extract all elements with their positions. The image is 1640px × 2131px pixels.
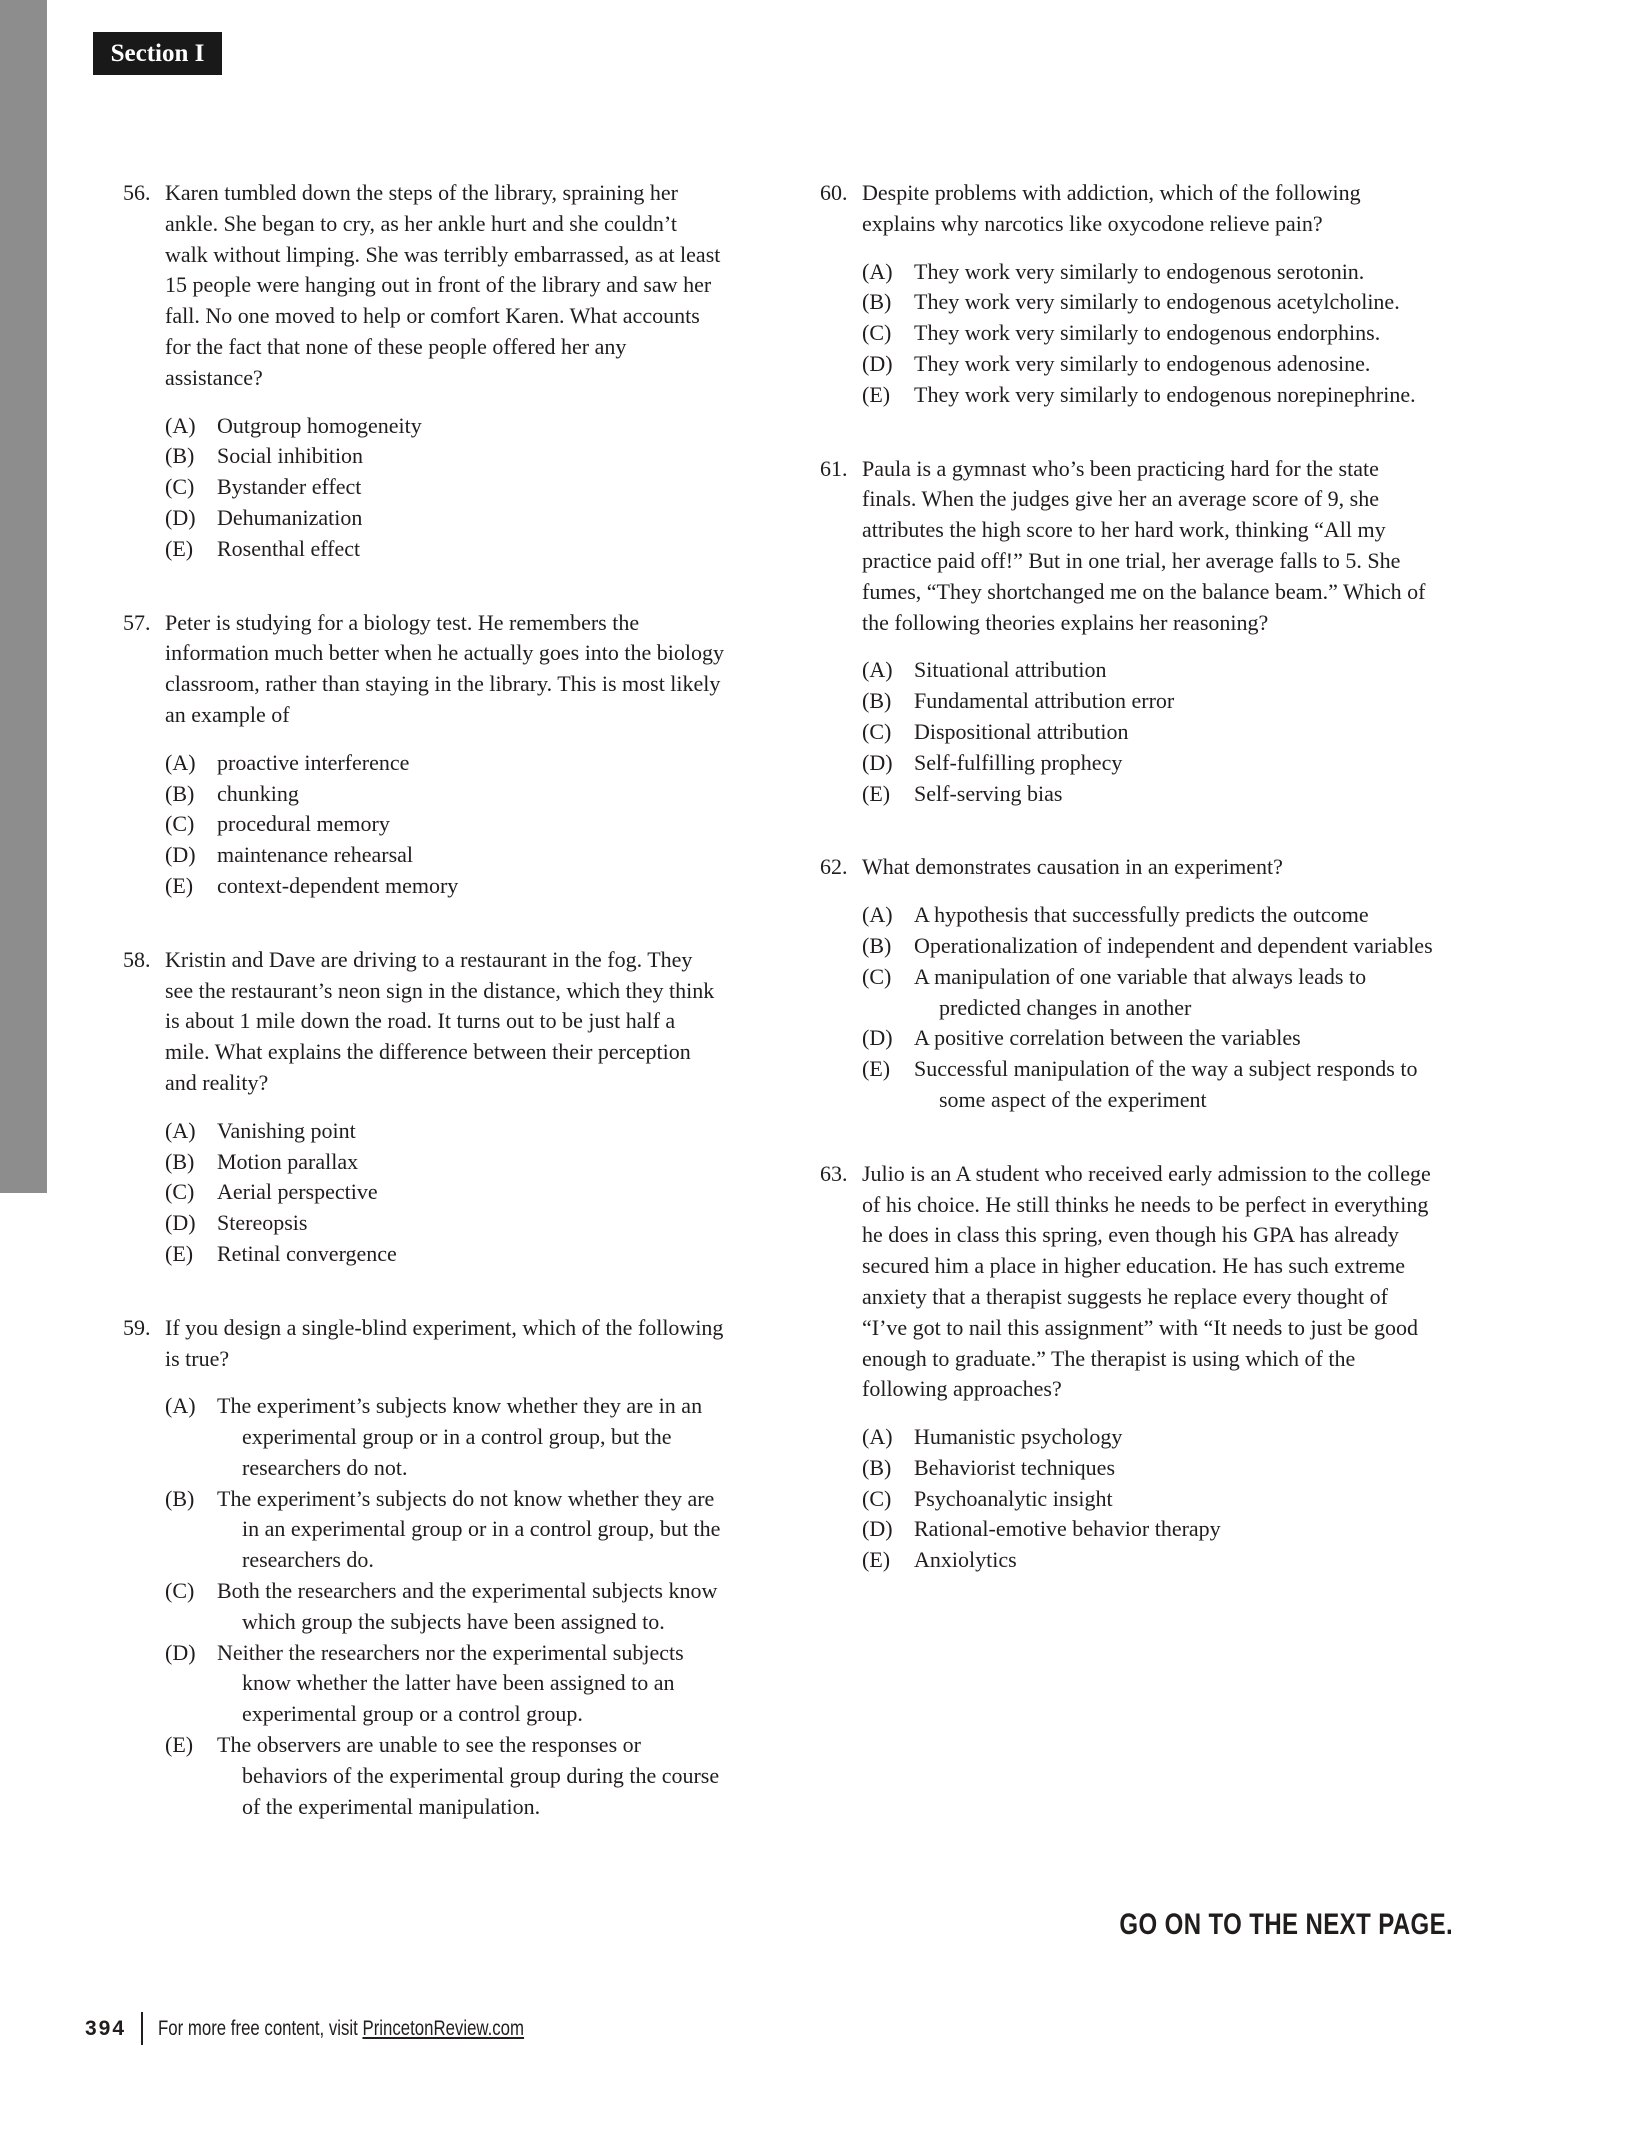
choice-list [820,900,1437,1116]
question-number: 57. [123,609,151,635]
choice-56-B [165,441,725,472]
choice-letter: (E) [862,381,891,407]
choice-letter: (B) [862,289,892,315]
question-stem: Julio is an A student who received early admission to the college of his choice. He still thinks he needs to be perfect in everything he does in class this spring, even though his GPA has already secured him a place in higher education. He has such extreme anxiety that a therapist suggests he replace every thought of “I’ve got to nail this assignment” with “It needs to just be good enough to graduate.” The therapist is using which of the following approaches? [862,1160,1431,1402]
choice-letter: (E) [165,1240,194,1266]
choice-letter: (E) [165,872,194,898]
footer-divider [141,2012,143,2045]
choice-61-D [862,748,1437,779]
choice-letter: (B) [165,443,195,469]
choice-text: Successful manipulation of the way a subject responds to some aspect of the experiment [914,1056,1418,1112]
choice-text: A manipulation of one variable that always leads to predicted changes in another [914,963,1367,1020]
choice-62-B [862,931,1437,962]
choice-text: They work very similarly to endogenous norepinephrine. [914,381,1416,407]
choice-letter: (C) [862,963,892,989]
section-edge-tab [0,0,47,1193]
question-stem: Despite problems with addiction, which of the following explains why narcotics like oxycodone relieve pain? [862,180,1361,236]
choice-58-C [165,1177,725,1208]
choice-list [820,655,1437,809]
choice-letter: (A) [165,1117,196,1143]
choice-letter: (C) [165,811,195,837]
choice-letter: (E) [862,1056,891,1082]
choice-text: Self-serving bias [914,780,1063,806]
choice-text: Aerial perspective [217,1179,378,1205]
question-61 [820,454,1437,810]
choice-letter: (D) [862,1025,893,1051]
choice-text: They work very similarly to endogenous endorphins. [914,320,1381,346]
choice-59-C [165,1576,725,1638]
section-badge [93,32,222,75]
question-stem: What demonstrates causation in an experiment? [862,854,1283,880]
choice-text: Social inhibition [217,443,364,469]
choice-56-A [165,411,725,442]
choice-letter: (A) [862,1424,893,1450]
question-row [123,178,725,394]
question-row [820,178,1437,240]
choice-text: chunking [217,780,299,806]
choice-letter: (B) [165,1148,195,1174]
page-footer [85,2012,616,2045]
choice-letter: (A) [862,902,893,928]
choice-letter: (D) [165,1639,196,1665]
choice-letter: (B) [862,1454,892,1480]
question-56 [123,178,725,565]
choice-letter: (D) [165,1210,196,1236]
choice-text: Bystander effect [217,474,362,500]
question-stem: Karen tumbled down the steps of the library, spraining her ankle. She began to cry, as her ankle hurt and she couldn’t walk without limping. She was terribly embarrassed, as at least 15 people were hanging out in front of the library and saw her fall. No one moved to help or comfort Karen. What accounts for the fact that none of these people offered her any assistance? [165,180,721,390]
choice-text: Outgroup homogeneity [217,412,422,438]
choice-63-B [862,1453,1437,1484]
choice-63-A [862,1422,1437,1453]
footer-promo-text: For more free content, visit [158,2016,358,2040]
choice-57-D [165,840,725,871]
choice-58-E [165,1239,725,1270]
footer-link[interactable]: PrincetonReview.com [362,2016,525,2040]
choice-text: They work very similarly to endogenous serotonin. [914,258,1365,284]
choice-text: Dehumanization [217,504,363,530]
choice-letter: (D) [165,842,196,868]
choice-59-A [165,1391,725,1483]
question-number: 62. [820,854,848,880]
choice-letter: (C) [862,320,892,346]
question-row [820,454,1437,639]
choice-text: Fundamental attribution error [914,688,1175,714]
choice-letter: (D) [165,504,196,530]
choice-letter: (A) [862,258,893,284]
choice-63-C [862,1484,1437,1515]
choice-text: Dispositional attribution [914,718,1129,744]
choice-letter: (D) [862,749,893,775]
choice-list [820,1422,1437,1576]
choice-62-C [862,962,1437,1024]
choice-letter: (B) [165,780,195,806]
choice-60-B [862,287,1437,318]
choice-57-B [165,779,725,810]
footer-text [158,2017,524,2041]
choice-text: They work very similarly to endogenous adenosine. [914,350,1371,376]
choice-text: Behaviorist techniques [914,1454,1116,1480]
choice-56-D [165,503,725,534]
choice-58-B [165,1147,725,1178]
choice-letter: (C) [165,474,195,500]
questions-column-right [820,178,1437,1576]
choice-letter: (E) [165,535,194,561]
choice-60-D [862,349,1437,380]
choice-59-D [165,1638,725,1730]
question-60 [820,178,1437,411]
choice-list [123,748,725,902]
choice-text: context-dependent memory [217,872,459,898]
choice-text: Vanishing point [217,1117,356,1143]
choice-list [820,257,1437,411]
choice-text: Rational-emotive behavior therapy [914,1516,1221,1542]
question-row [123,945,725,1099]
choice-61-A [862,655,1437,686]
choice-58-D [165,1208,725,1239]
choice-letter: (D) [862,1516,893,1542]
choice-text: The experiment’s subjects do not know whether they are in an experimental group or in a control group, but the researchers do. [217,1485,721,1573]
question-row [123,608,725,731]
choice-letter: (C) [165,1578,195,1604]
choice-text: Self-fulfilling prophecy [914,749,1123,775]
question-row [820,852,1437,883]
question-stem: Paula is a gymnast who’s been practicing hard for the state finals. When the judges give her an average score of 9, she attributes the high score to her hard work, thinking “All my practice paid off!” But in one trial, her average falls to 5. She fumes, “They shortchanged me on the balance beam.” Which of the following theories explains her reasoning? [862,455,1426,635]
choice-text: Anxiolytics [914,1547,1017,1573]
choice-list [123,411,725,565]
choice-letter: (D) [862,350,893,376]
choice-56-C [165,472,725,503]
question-58 [123,945,725,1270]
choice-59-B [165,1484,725,1576]
choice-57-A [165,748,725,779]
question-number: 60. [820,180,848,205]
choice-text: Humanistic psychology [914,1424,1123,1450]
choice-letter: (E) [165,1732,194,1758]
choice-text: Retinal convergence [217,1240,397,1266]
choice-60-C [862,318,1437,349]
choice-text: The experiment’s subjects know whether they are in an experimental group or in a control group, but the researchers do not. [217,1393,703,1480]
choice-text: Psychoanalytic insight [914,1485,1113,1511]
choice-letter: (B) [862,688,892,714]
question-57 [123,608,725,902]
choice-text: Stereopsis [217,1210,308,1236]
choice-62-A [862,900,1437,931]
choice-text: proactive interference [217,749,410,775]
question-number: 61. [820,455,848,481]
question-59 [123,1313,725,1823]
questions-column-left [123,178,725,1822]
question-stem: If you design a single-blind experiment, which of the following is true? [165,1314,724,1371]
choice-57-C [165,809,725,840]
go-on-instruction: GO ON TO THE NEXT PAGE. [1119,1908,1453,1941]
choice-letter: (A) [165,412,196,438]
choice-57-E [165,871,725,902]
choice-text: A positive correlation between the variables [914,1025,1301,1051]
choice-letter: (E) [862,780,891,806]
choice-text: Both the researchers and the experimental subjects know which group the subjects have been assigned to. [217,1578,718,1634]
choice-list [123,1391,725,1822]
choice-text: Rosenthal effect [217,535,361,561]
choice-60-E [862,380,1437,411]
choice-letter: (E) [862,1547,891,1573]
choice-58-A [165,1116,725,1147]
choice-letter: (A) [165,1393,196,1419]
question-number: 59. [123,1314,151,1340]
choice-letter: (B) [165,1485,195,1511]
choice-text: Situational attribution [914,657,1107,683]
choice-letter: (C) [862,1485,892,1511]
section-badge-label: Section I [110,39,205,67]
choice-text: maintenance rehearsal [217,842,414,868]
choice-61-C [862,717,1437,748]
choice-text: procedural memory [217,811,390,837]
question-stem: Kristin and Dave are driving to a restaurant in the fog. They see the restaurant’s neon sign in the distance, which they think is about 1 mile down the road. It turns out to be just half a mile. What explains the difference between their perception and reality? [165,946,715,1095]
choice-letter: (B) [862,932,892,958]
choice-text: Operationalization of independent and dependent variables [914,932,1433,958]
choice-63-E [862,1545,1437,1576]
choice-62-E [862,1054,1437,1116]
choice-text: Neither the researchers nor the experimental subjects know whether the latter have been assigned to an experimental group or a control group. [217,1639,684,1727]
question-stem: Peter is studying for a biology test. He remembers the information much better when he actually goes into the biology classroom, rather than staying in the library. This is most likely an example of [165,609,725,727]
choice-letter: (A) [862,657,893,683]
question-number: 56. [123,180,151,205]
choice-list [123,1116,725,1270]
choice-63-D [862,1514,1437,1545]
choice-letter: (C) [165,1179,195,1205]
question-row [123,1313,725,1375]
choice-letter: (A) [165,749,196,775]
question-number: 63. [820,1160,848,1186]
choice-text: A hypothesis that successfully predicts the outcome [914,902,1369,928]
question-62 [820,852,1437,1115]
page-number: 394 [85,2016,127,2040]
choice-61-B [862,686,1437,717]
choice-text: They work very similarly to endogenous acetylcholine. [914,289,1400,315]
choice-62-D [862,1023,1437,1054]
question-row [820,1159,1437,1405]
choice-60-A [862,257,1437,288]
choice-text: Motion parallax [217,1148,359,1174]
question-63 [820,1159,1437,1576]
question-number: 58. [123,946,151,972]
choice-text: The observers are unable to see the responses or behaviors of the experimental group during the course of the experimental manipulation. [217,1732,720,1819]
choice-letter: (C) [862,718,892,744]
choice-59-E [165,1730,725,1822]
choice-56-E [165,534,725,565]
choice-61-E [862,779,1437,810]
